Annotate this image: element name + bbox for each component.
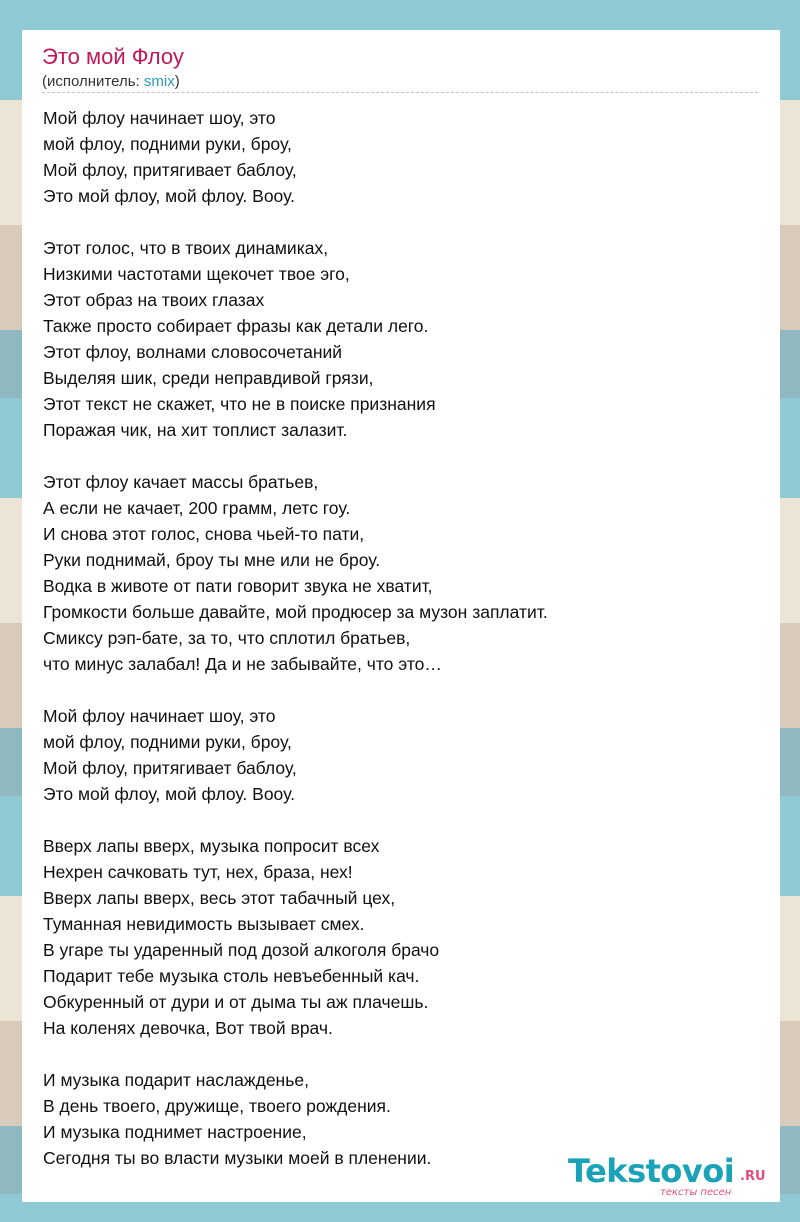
lyric-line: Громкости больше давайте, мой продюсер за музон заплатит. (43, 602, 548, 622)
lyric-line: Вверх лапы вверх, весь этот табачный цех, (43, 888, 396, 908)
lyric-line: Руки поднимай, броу ты мне или не броу. (43, 550, 381, 570)
lyric-line: Смиксу рэп-бате, за то, что сплотил братьев, (43, 628, 411, 648)
lyric-line: Мой флоу начинает шоу, это (43, 108, 276, 128)
song-title: Это мой Флоу (42, 44, 184, 69)
lyric-line: Нехрен сачковать тут, нех, браза, нех! (43, 862, 353, 882)
lyric-line: Выделяя шик, среди неправдивой грязи, (43, 368, 374, 388)
lyric-line: В день твоего, дружище, твоего рождения. (43, 1096, 391, 1116)
lyric-line: Мой флоу, притягивает баблоу, (43, 758, 297, 778)
lyric-line: Этот голос, что в твоих динамиках, (43, 238, 329, 258)
stanza-gap (43, 443, 548, 469)
lyric-line: Также просто собирает фразы как детали лего. (43, 316, 429, 336)
lyric-line: И снова этот голос, снова чьей-то пати, (43, 524, 365, 544)
lyric-line: Это мой флоу, мой флоу. Вооу. (43, 784, 295, 804)
artist-link[interactable]: smix (143, 73, 175, 90)
lyric-line: мой флоу, подними руки, броу, (43, 732, 292, 752)
site-logo[interactable] (568, 1152, 778, 1202)
logo-tld: .RU (740, 1169, 766, 1184)
lyric-line: И музыка поднимет настроение, (43, 1122, 307, 1142)
stanza-gap (43, 677, 548, 703)
lyric-line: Этот флоу качает массы братьев, (43, 472, 319, 492)
stanza-gap (43, 209, 548, 235)
lyric-line: Этот образ на твоих глазах (43, 290, 265, 310)
stanza-gap (43, 1041, 548, 1067)
lyric-line: Этот флоу, волнами словосочетаний (43, 342, 343, 362)
logo-tagline: тексты песен (660, 1187, 732, 1198)
lyric-line: Подарит тебе музыка столь невъебенный кач. (43, 966, 420, 986)
lyric-line: Это мой флоу, мой флоу. Вооу. (43, 186, 295, 206)
lyric-line: Водка в животе от пати говорит звука не хватит, (43, 576, 433, 596)
lyric-line: Туманная невидимость вызывает смех. (43, 914, 365, 934)
logo-name: Tekstovoi (568, 1152, 735, 1190)
title-divider (42, 92, 758, 93)
lyric-line: что минус залабал! Да и не забывайте, что это… (43, 654, 442, 674)
lyric-line: Обкуренный от дури и от дыма ты аж плачешь. (43, 992, 429, 1012)
lyric-line: Мой флоу начинает шоу, это (43, 706, 276, 726)
lyric-line: В угаре ты ударенный под дозой алкоголя брачо (43, 940, 440, 960)
stanza-gap (43, 807, 548, 833)
artist-prefix: (исполнитель: (42, 73, 144, 90)
lyric-line: Сегодня ты во власти музыки моей в пленении. (43, 1148, 432, 1168)
lyric-line: Этот текст не скажет, что не в поиске признания (43, 394, 436, 414)
artist-suffix: ) (174, 73, 180, 90)
lyric-line: На коленях девочка, Вот твой врач. (43, 1018, 333, 1038)
lyric-line: Мой флоу, притягивает баблоу, (43, 160, 297, 180)
lyric-line: мой флоу, подними руки, броу, (43, 134, 292, 154)
lyric-line: А если не качает, 200 грамм, летс гоу. (43, 498, 351, 518)
lyric-line: Поражая чик, на хит топлист залазит. (43, 420, 348, 440)
lyric-line: Низкими частотами щекочет твое эго, (43, 264, 350, 284)
artist-line (42, 73, 180, 91)
lyric-line: И музыка подарит наслажденье, (43, 1070, 309, 1090)
lyrics-card (22, 30, 780, 1202)
lyrics-body (43, 105, 548, 1171)
lyric-line: Вверх лапы вверх, музыка попросит всех (43, 836, 380, 856)
